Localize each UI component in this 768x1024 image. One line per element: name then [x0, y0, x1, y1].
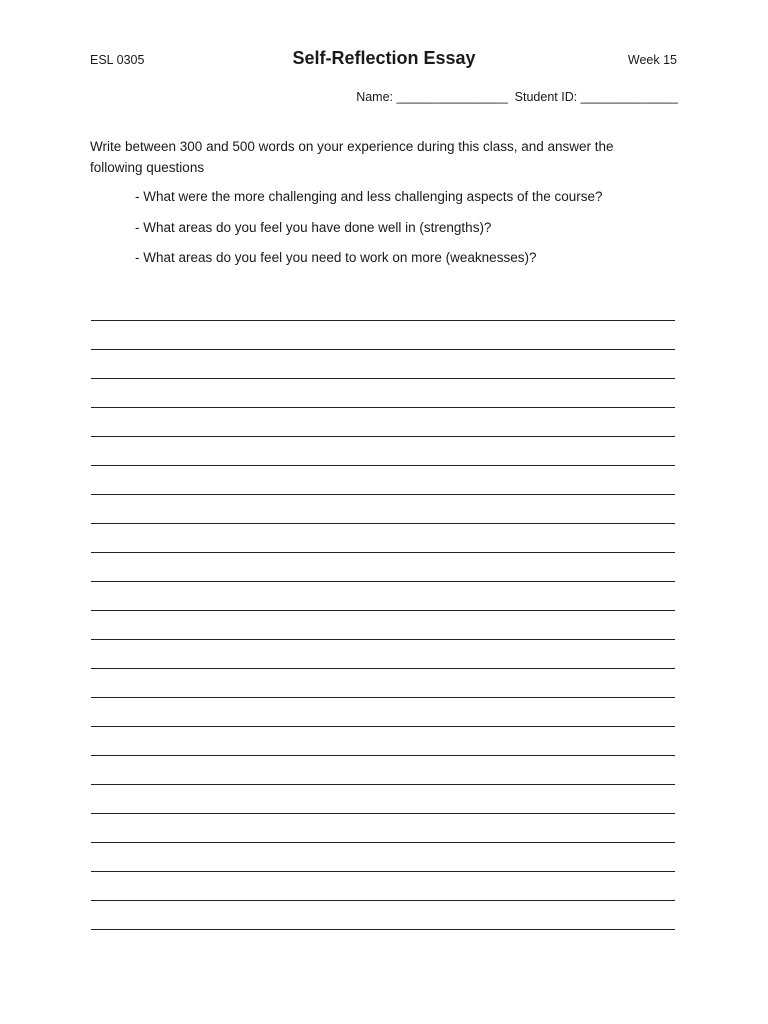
- writing-line: [91, 379, 675, 408]
- writing-line: [91, 437, 675, 466]
- writing-line: [91, 640, 675, 669]
- writing-line: [91, 582, 675, 611]
- writing-line: [91, 814, 675, 843]
- question-item: - What areas do you feel you have done well in (strengths)?: [135, 219, 492, 235]
- writing-line: [91, 611, 675, 640]
- writing-line: [91, 901, 675, 930]
- writing-line: [91, 495, 675, 524]
- writing-line: [91, 292, 675, 321]
- writing-line: [91, 698, 675, 727]
- name-student-id-line: Name: ________________ Student ID: ______________: [356, 90, 678, 104]
- writing-line: [91, 350, 675, 379]
- writing-area: [91, 292, 675, 930]
- writing-line: [91, 408, 675, 437]
- writing-line: [91, 524, 675, 553]
- question-list: [135, 187, 603, 279]
- writing-line: [91, 785, 675, 814]
- page-title: Self-Reflection Essay: [292, 48, 476, 68]
- instructions-text: Write between 300 and 500 words on your experience during this class, and answer the following questions: [90, 139, 614, 175]
- writing-line: [91, 843, 675, 872]
- writing-line: [91, 553, 675, 582]
- writing-line: [91, 669, 675, 698]
- question-item: - What were the more challenging and less challenging aspects of the course?: [135, 189, 603, 204]
- writing-line: [91, 727, 675, 756]
- writing-line: [91, 466, 675, 495]
- question-item: - What areas do you feel you need to work on more (weaknesses)?: [135, 250, 537, 265]
- writing-line: [91, 872, 675, 901]
- writing-line: [91, 321, 675, 350]
- writing-line: [91, 756, 675, 785]
- course-code: ESL 0305: [90, 53, 145, 67]
- week-label: Week 15: [627, 53, 677, 67]
